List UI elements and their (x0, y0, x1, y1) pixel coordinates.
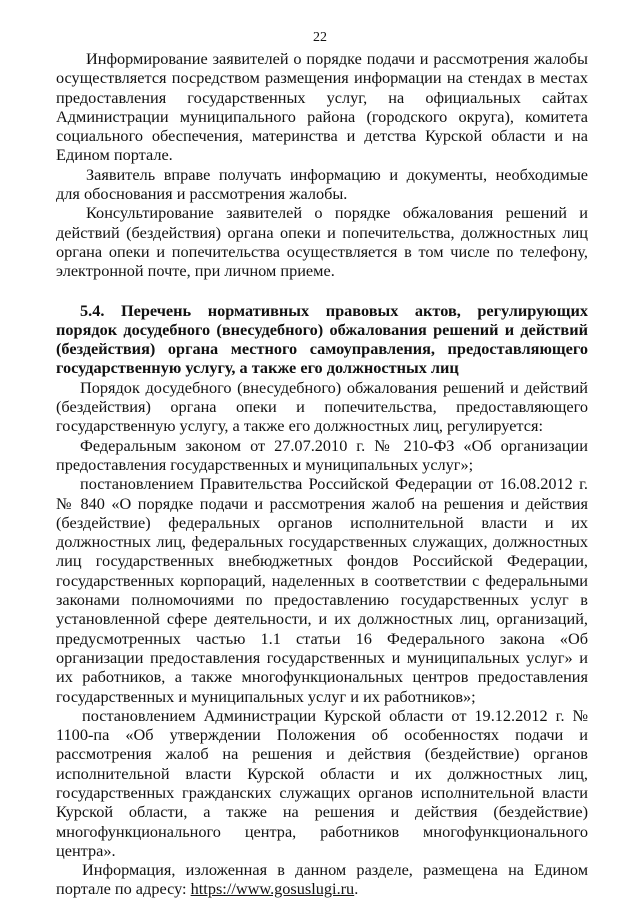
paragraph-portal-info (56, 860, 588, 899)
portal-info-text: Информация, изложенная в данном разделе, размещена на Едином портале по адресу: (56, 860, 588, 899)
paragraph-consulting: Консультирование заявителей о порядке обжалования решений и действий (бездействия) органа опеки и попечительства, должностных лиц органа опеки и попечительства осуществляется в том числе по телефону, электронной почте, при личном приеме. (56, 203, 588, 281)
paragraph-applicant-rights: Заявитель вправе получать информацию и документы, необходимые для обоснования и рассмотрения жалобы. (56, 164, 588, 204)
portal-info-end: . (354, 879, 359, 899)
paragraph-kursk-resolution: постановлением Администрации Курской области от 19.12.2012 г. № 1100-па «Об утверждении Положения об особенностях подачи и рассмотрения жалоб на решения и действия (бездействие) органов исполнительной власти Курской области и их должностных лиц, государственных гражданских служащих органов исполнительной власти Курской области, а также на решения и действия (бездействие) многофункционального центра, работников многофункционального центра». (56, 705, 588, 860)
section-spacer (56, 281, 588, 301)
paragraph-informing: Информирование заявителей о порядке подачи и рассмотрения жалобы осуществляется посредством размещения информации на стендах в местах предоставления государственных услуг, на официальных сайтах Администрации муниципального района (городского округа), комитета социального обеспечения, материнства и детства Курской области и на Едином портале. (56, 49, 588, 165)
paragraph-federal-law: Федеральным законом от 27.07.2010 г. № 210-ФЗ «Об организации предоставления государственных и муниципальных услуг»; (56, 435, 588, 474)
paragraph-procedure: Порядок досудебного (внесудебного) обжалования решений и действий (бездействия) органа опеки и попечительства, предоставляющего государственную услугу, а также его должностных лиц, регулируется: (56, 377, 588, 436)
document-body (56, 49, 588, 899)
paragraph-government-resolution: постановлением Правительства Российской Федерации от 16.08.2012 г. № 840 «О порядке подачи и рассмотрения жалоб на решения и действия (бездействие) федеральных органов исполнительной власти и их должностных лиц, федеральных государственных служащих, должностных лиц государственных внебюджетных фондов Российской Федерации, государственных корпораций, наделенных в соответствии с федеральными законами полномочиями по предоставлению государственных услуг в установленной сфере деятельности, и их должностных лиц, организаций, предусмотренных частью 1.1 статьи 16 Федерального закона «Об организации предоставления государственных и муниципальных услуг» и их работников, а также многофункциональных центров предоставления государственных и муниципальных услуг и их работников»; (56, 474, 588, 706)
page-number: 22 (313, 30, 327, 45)
section-heading: 5.4. Перечень нормативных правовых актов, регулирующих порядок досудебного (внесудебного) обжалования решений и действий (бездействия) органа местного самоуправления, предоставляющего государственную услугу, а также его должностных лиц (56, 300, 588, 378)
gosuslugi-link[interactable]: https://www.gosuslugi.ru (190, 879, 355, 899)
